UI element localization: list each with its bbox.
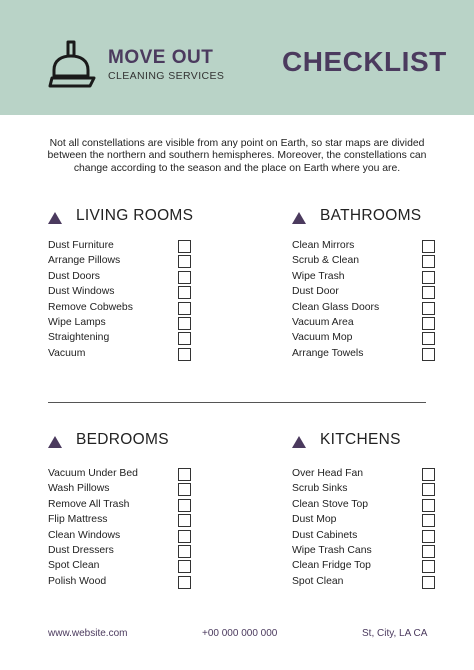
checklist-item — [48, 331, 238, 346]
item-label: Wash Pillows — [48, 483, 110, 495]
checklist-item — [48, 559, 238, 574]
checklist-item — [292, 331, 474, 346]
checklist-item — [292, 285, 474, 300]
checkbox[interactable] — [422, 468, 435, 481]
triangle-icon — [48, 436, 62, 448]
checkbox[interactable] — [422, 499, 435, 512]
item-label: Clean Mirrors — [292, 240, 355, 251]
checkbox[interactable] — [178, 514, 191, 527]
section-bathrooms — [292, 207, 474, 359]
item-label: Clean Fridge Top — [292, 560, 371, 572]
section-title: BEDROOMS — [76, 431, 169, 448]
item-label: Clean Glass Doors — [292, 301, 380, 313]
item-label: Remove Cobwebs — [48, 301, 133, 313]
section-bedrooms — [48, 431, 238, 587]
checklist-item — [292, 575, 474, 590]
checklist-item — [48, 513, 238, 528]
footer-website[interactable]: www.website.com — [48, 628, 128, 639]
checkbox[interactable] — [422, 255, 435, 268]
section-heading — [292, 207, 474, 231]
checkbox[interactable] — [178, 332, 191, 345]
checklist-item — [292, 544, 474, 559]
item-label: Dust Furniture — [48, 240, 114, 251]
checkbox[interactable] — [178, 468, 191, 481]
item-label: Flip Mattress — [48, 514, 108, 526]
checklist-item — [48, 544, 238, 559]
checklist-item — [292, 347, 474, 362]
checkbox[interactable] — [422, 576, 435, 589]
item-label: Dust Windows — [48, 286, 115, 298]
checkbox[interactable] — [178, 302, 191, 315]
item-label: Wipe Trash — [292, 270, 345, 282]
item-label: Dust Door — [292, 286, 339, 298]
checklist — [48, 467, 238, 590]
item-label: Straightening — [48, 332, 110, 344]
checkbox[interactable] — [178, 271, 191, 284]
section-divider — [48, 402, 426, 403]
checklist-item — [48, 270, 238, 285]
checklist-item — [48, 575, 238, 590]
checklist-item — [48, 285, 238, 300]
triangle-icon — [292, 436, 306, 448]
checkbox[interactable] — [422, 348, 435, 361]
checkbox[interactable] — [422, 514, 435, 527]
item-label: Spot Clean — [292, 575, 344, 587]
checklist — [48, 239, 238, 362]
checkbox[interactable] — [178, 530, 191, 543]
checkbox[interactable] — [422, 545, 435, 558]
checklist — [292, 239, 474, 362]
checkbox[interactable] — [178, 545, 191, 558]
item-label: Vacuum — [48, 347, 86, 359]
checklist-item — [48, 254, 238, 269]
checkbox[interactable] — [422, 560, 435, 573]
checklist-item — [292, 513, 474, 528]
checklist — [292, 467, 474, 590]
item-label: Vacuum Mop — [292, 332, 353, 344]
header-banner — [0, 0, 474, 115]
item-label: Spot Clean — [48, 560, 100, 572]
section-heading — [48, 207, 238, 231]
checkbox[interactable] — [422, 483, 435, 496]
checklist-item — [292, 559, 474, 574]
section-heading — [292, 431, 474, 455]
checklist-item — [292, 529, 474, 544]
checkbox[interactable] — [422, 286, 435, 299]
item-label: Dust Mop — [292, 514, 337, 526]
item-label: Arrange Pillows — [48, 255, 121, 267]
checkbox[interactable] — [178, 576, 191, 589]
checklist-item — [48, 316, 238, 331]
footer-phone: +00 000 000 000 — [202, 628, 278, 639]
checkbox[interactable] — [422, 317, 435, 330]
brand-title: MOVE OUT — [108, 47, 214, 68]
triangle-icon — [48, 212, 62, 224]
checkbox[interactable] — [178, 255, 191, 268]
checkbox[interactable] — [178, 317, 191, 330]
checkbox[interactable] — [422, 302, 435, 315]
triangle-icon — [292, 212, 306, 224]
checkbox[interactable] — [178, 560, 191, 573]
checklist-item — [48, 347, 238, 362]
item-label: Vacuum Under Bed — [48, 468, 138, 479]
section-heading — [48, 431, 238, 455]
checklist-item — [292, 482, 474, 497]
item-label: Arrange Towels — [292, 347, 364, 359]
dustpan-icon — [48, 40, 96, 88]
checkbox[interactable] — [178, 286, 191, 299]
item-label: Clean Stove Top — [292, 498, 369, 510]
item-label: Remove All Trash — [48, 498, 130, 510]
checkbox[interactable] — [178, 348, 191, 361]
section-living-rooms — [48, 207, 238, 359]
item-label: Wipe Trash Cans — [292, 544, 372, 556]
checklist-item — [48, 301, 238, 316]
item-label: Dust Dressers — [48, 544, 114, 556]
checklist-item — [48, 482, 238, 497]
checklist-item — [292, 239, 474, 254]
checklist-item — [292, 270, 474, 285]
footer-address: St, City, LA CA — [362, 628, 428, 639]
item-label: Vacuum Area — [292, 316, 354, 328]
item-label: Scrub & Clean — [292, 255, 359, 267]
section-title: KITCHENS — [320, 431, 401, 448]
checklist-item — [48, 498, 238, 513]
checkbox[interactable] — [422, 240, 435, 253]
checkbox[interactable] — [422, 271, 435, 284]
section-kitchens — [292, 431, 474, 587]
checklist-item — [48, 529, 238, 544]
checkbox[interactable] — [178, 240, 191, 253]
checklist-item — [48, 467, 238, 482]
item-label: Scrub Sinks — [292, 483, 348, 495]
item-label: Over Head Fan — [292, 468, 364, 479]
checkbox[interactable] — [178, 483, 191, 496]
checklist-item — [292, 467, 474, 482]
checkbox[interactable] — [422, 332, 435, 345]
checklist-item — [48, 239, 238, 254]
checklist-item — [292, 301, 474, 316]
document-title: CHECKLIST — [282, 46, 447, 77]
item-label: Polish Wood — [48, 575, 107, 587]
item-label: Dust Cabinets — [292, 529, 358, 541]
checklist-item — [292, 316, 474, 331]
checklist-item — [292, 498, 474, 513]
item-label: Clean Windows — [48, 529, 121, 541]
item-label: Dust Doors — [48, 270, 100, 282]
section-title: LIVING ROOMS — [76, 207, 194, 224]
checkbox[interactable] — [178, 499, 191, 512]
intro-paragraph: Not all constellations are visible from any point on Earth, so star maps are divided between the northern and southern hemispheres. Moreover, the constellations can change according to the season and the place on Earth where you are. — [47, 138, 427, 174]
checklist-item — [292, 254, 474, 269]
brand-subtitle: CLEANING SERVICES — [108, 70, 225, 82]
section-title: BATHROOMS — [320, 207, 422, 224]
item-label: Wipe Lamps — [48, 316, 106, 328]
checkbox[interactable] — [422, 530, 435, 543]
